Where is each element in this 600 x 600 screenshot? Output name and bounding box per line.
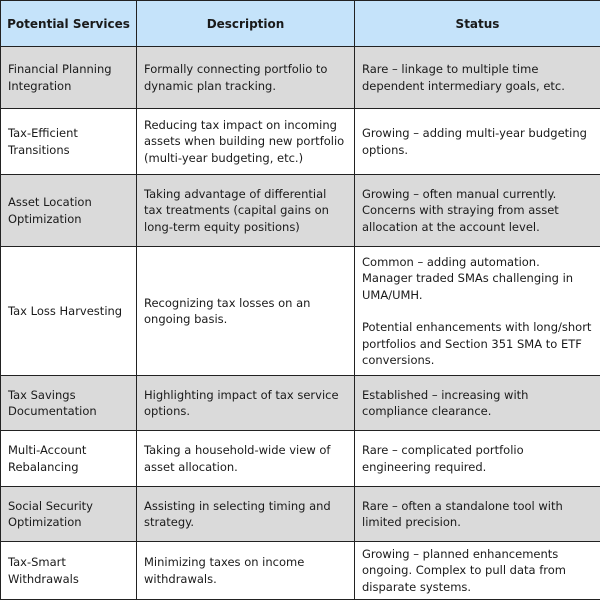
- status-cell: [355, 47, 600, 109]
- description-cell: Minimizing taxes on income withdrawals.: [137, 542, 355, 600]
- status-cell: [355, 175, 600, 247]
- header-potential-services: Potential Services: [1, 1, 137, 47]
- status-text: Common – adding automation. Manager traded SMAs challenging in UMA/UMH.: [362, 254, 574, 302]
- status-cell: [355, 542, 600, 600]
- service-cell: Tax Savings Documentation: [1, 376, 137, 431]
- service-cell: Asset Location Optimization: [1, 175, 137, 247]
- description-cell: Taking a household-wide view of asset allocation.: [137, 431, 355, 487]
- service-cell: Tax-Smart Withdrawals: [1, 542, 137, 600]
- table-row: [1, 175, 600, 247]
- table-row: [1, 247, 600, 376]
- description-cell: Formally connecting portfolio to dynamic plan tracking.: [137, 47, 355, 109]
- description-cell: Recognizing tax losses on an ongoing basis.: [137, 247, 355, 376]
- table-row: [1, 109, 600, 175]
- header-row: [1, 1, 600, 47]
- table-row: [1, 376, 600, 431]
- status-text: Rare – linkage to multiple time dependent intermediary goals, etc.: [362, 62, 565, 93]
- service-cell: Tax-Efficient Transitions: [1, 109, 137, 175]
- status-text: Rare – complicated portfolio engineering required.: [362, 443, 524, 474]
- service-cell: Social Security Optimization: [1, 487, 137, 542]
- table-row: [1, 47, 600, 109]
- service-cell: Tax Loss Harvesting: [1, 247, 137, 376]
- status-cell: [355, 487, 600, 542]
- status-text: Growing – planned enhancements ongoing. Complex to pull data from disparate systems.: [362, 546, 567, 594]
- status-text: Growing – adding multi-year budgeting options.: [362, 126, 587, 157]
- table-row: [1, 431, 600, 487]
- service-cell: Financial Planning Integration: [1, 47, 137, 109]
- description-cell: Taking advantage of differential tax treatments (capital gains on long-term equity positions): [137, 175, 355, 247]
- status-cell: [355, 431, 600, 487]
- table-row: [1, 542, 600, 600]
- header-status: Status: [355, 1, 600, 47]
- description-cell: Highlighting impact of tax service options.: [137, 376, 355, 431]
- description-cell: Assisting in selecting timing and strategy.: [137, 487, 355, 542]
- status-text: Rare – often a standalone tool with limited precision.: [362, 498, 563, 529]
- status-text: Potential enhancements with long/short portfolios and Section 351 SMA to ETF conversions.: [362, 320, 592, 367]
- status-text: Growing – often manual currently. Concerns with straying from asset allocation at the account level.: [362, 186, 559, 234]
- status-text: Established – increasing with compliance clearance.: [362, 387, 529, 418]
- status-cell: [355, 376, 600, 431]
- table-row: [1, 487, 600, 542]
- header-description: Description: [137, 1, 355, 47]
- paragraph-gap: [362, 303, 593, 319]
- description-cell: Reducing tax impact on incoming assets when building new portfolio (multi-year budgeting, etc.): [137, 109, 355, 175]
- status-cell: [355, 247, 600, 376]
- status-cell: [355, 109, 600, 175]
- service-cell: Multi-Account Rebalancing: [1, 431, 137, 487]
